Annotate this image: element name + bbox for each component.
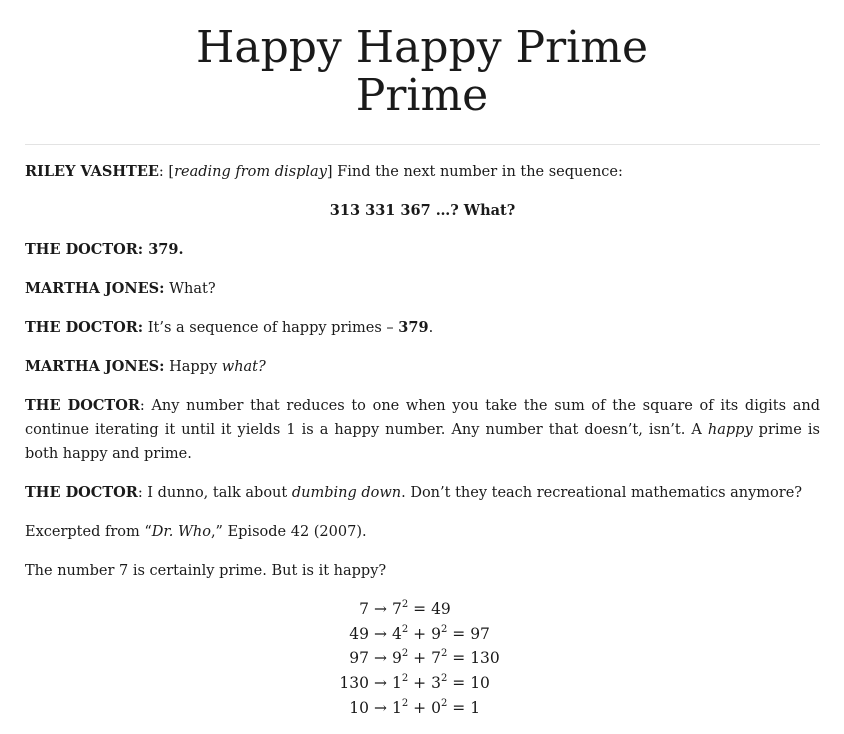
math-base: 1 [391, 674, 402, 693]
doctor-text: It’s a sequence of happy primes – [143, 320, 399, 336]
math-result: 1 [470, 698, 481, 717]
math-exponent: 2 [401, 673, 409, 685]
equals-symbol: = [413, 600, 427, 618]
math-row [300, 696, 560, 721]
math-exponent: 2 [401, 623, 409, 635]
martha-text: Happy [164, 359, 222, 375]
math-base: 0 [431, 698, 441, 717]
doctor-text: : I dunno, talk about [137, 485, 292, 501]
doctor-emphasis: dumbing down [291, 485, 402, 501]
riley-line [25, 160, 820, 184]
math-result: 49 [431, 600, 451, 618]
doctor-line-2 [25, 316, 820, 340]
equals-symbol: = [452, 624, 466, 643]
doctor-text: . Don’t they teach recreational mathematics anymore? [401, 485, 803, 501]
plus-symbol: + [413, 698, 427, 717]
arrow-symbol: → [374, 649, 387, 668]
math-base: 9 [431, 624, 441, 643]
math-rhs [369, 696, 480, 721]
math-result: 130 [470, 649, 500, 668]
martha-line-1 [25, 277, 820, 301]
math-lhs: 10 [349, 698, 369, 717]
citation-after: ,” Episode 42 (2007). [210, 524, 367, 540]
doctor-text: prime is both happy and prime. [25, 422, 820, 462]
math-base: 4 [391, 624, 402, 643]
citation-show: Dr. Who [151, 524, 211, 540]
math-one: 1 [286, 422, 296, 438]
math-lhs: 97 [349, 649, 369, 668]
sequence-line: 313 331 367 …? What? [329, 202, 516, 219]
speaker-doctor: THE DOCTOR: [25, 319, 144, 336]
page-title [0, 24, 844, 120]
speaker-martha: MARTHA JONES: [25, 280, 165, 297]
math-rhs [369, 671, 490, 696]
math-row [300, 597, 560, 622]
plus-symbol: + [413, 649, 427, 668]
speaker-doctor: THE DOCTOR [25, 484, 138, 501]
doctor-period: . [428, 320, 434, 336]
plus-symbol: + [413, 674, 427, 693]
arrow-symbol: → [374, 698, 387, 717]
math-result: 97 [470, 624, 490, 643]
speaker-doctor: THE DOCTOR [25, 397, 140, 414]
math-exponent: 2 [401, 599, 409, 610]
equals-symbol: = [452, 649, 466, 668]
citation-before: Excerpted from “ [25, 524, 152, 540]
title-divider [25, 144, 820, 145]
martha-text: What? [164, 281, 216, 297]
doctor-line-4 [25, 481, 820, 505]
math-result: 10 [470, 674, 490, 693]
math-base: 3 [431, 674, 441, 693]
math-lhs: 7 [359, 600, 369, 618]
math-exponent: 2 [440, 673, 448, 685]
math-row [300, 671, 560, 696]
riley-text: ] Find the next number in the sequence: [326, 164, 623, 180]
math-base: 7 [391, 600, 402, 618]
riley-colon: : [ [158, 164, 175, 180]
math-exponent: 2 [401, 697, 409, 709]
happy-iteration-math [300, 597, 560, 721]
equals-symbol: = [452, 698, 466, 717]
doctor-line-1 [25, 238, 820, 262]
martha-emphasis: what? [221, 359, 266, 375]
doctor-text: is a happy number. Any number that doesn’t, isn’t. A [295, 422, 708, 438]
arrow-symbol: → [374, 600, 387, 618]
math-base: 1 [391, 698, 402, 717]
math-exponent: 2 [401, 648, 409, 660]
doctor-text: : Any number that reduces to one when you take the sum of the square of its digits and continue iterating it until it yields [25, 398, 820, 438]
math-rhs [369, 597, 451, 622]
speaker-doctor: THE DOCTOR: 379. [25, 241, 184, 258]
question: The number 7 is certainly prime. But is it happy? [25, 563, 387, 579]
arrow-symbol: → [374, 674, 387, 693]
doctor-number: 379 [398, 319, 429, 336]
equals-symbol: = [452, 674, 466, 693]
citation [25, 520, 820, 544]
doctor-emphasis: happy [707, 422, 753, 438]
riley-action: reading from display [174, 164, 327, 180]
math-rhs [369, 646, 500, 671]
speaker-riley: RILEY VASHTEE [25, 163, 159, 180]
math-exponent: 2 [440, 648, 448, 660]
title-line-1: Happy Happy Prime [195, 22, 649, 73]
arrow-symbol: → [374, 624, 387, 643]
doctor-line-3 [25, 394, 820, 466]
math-base: 9 [391, 649, 402, 668]
math-row [300, 646, 560, 671]
math-lhs: 49 [349, 624, 369, 643]
math-lhs: 130 [339, 674, 369, 693]
martha-line-2 [25, 355, 820, 379]
title-line-2: Prime [355, 70, 489, 121]
math-base: 7 [431, 649, 441, 668]
math-rhs [369, 622, 490, 647]
math-exponent: 2 [440, 623, 448, 635]
speaker-martha: MARTHA JONES: [25, 358, 165, 375]
math-row [300, 622, 560, 647]
math-exponent: 2 [440, 697, 448, 709]
plus-symbol: + [413, 624, 427, 643]
